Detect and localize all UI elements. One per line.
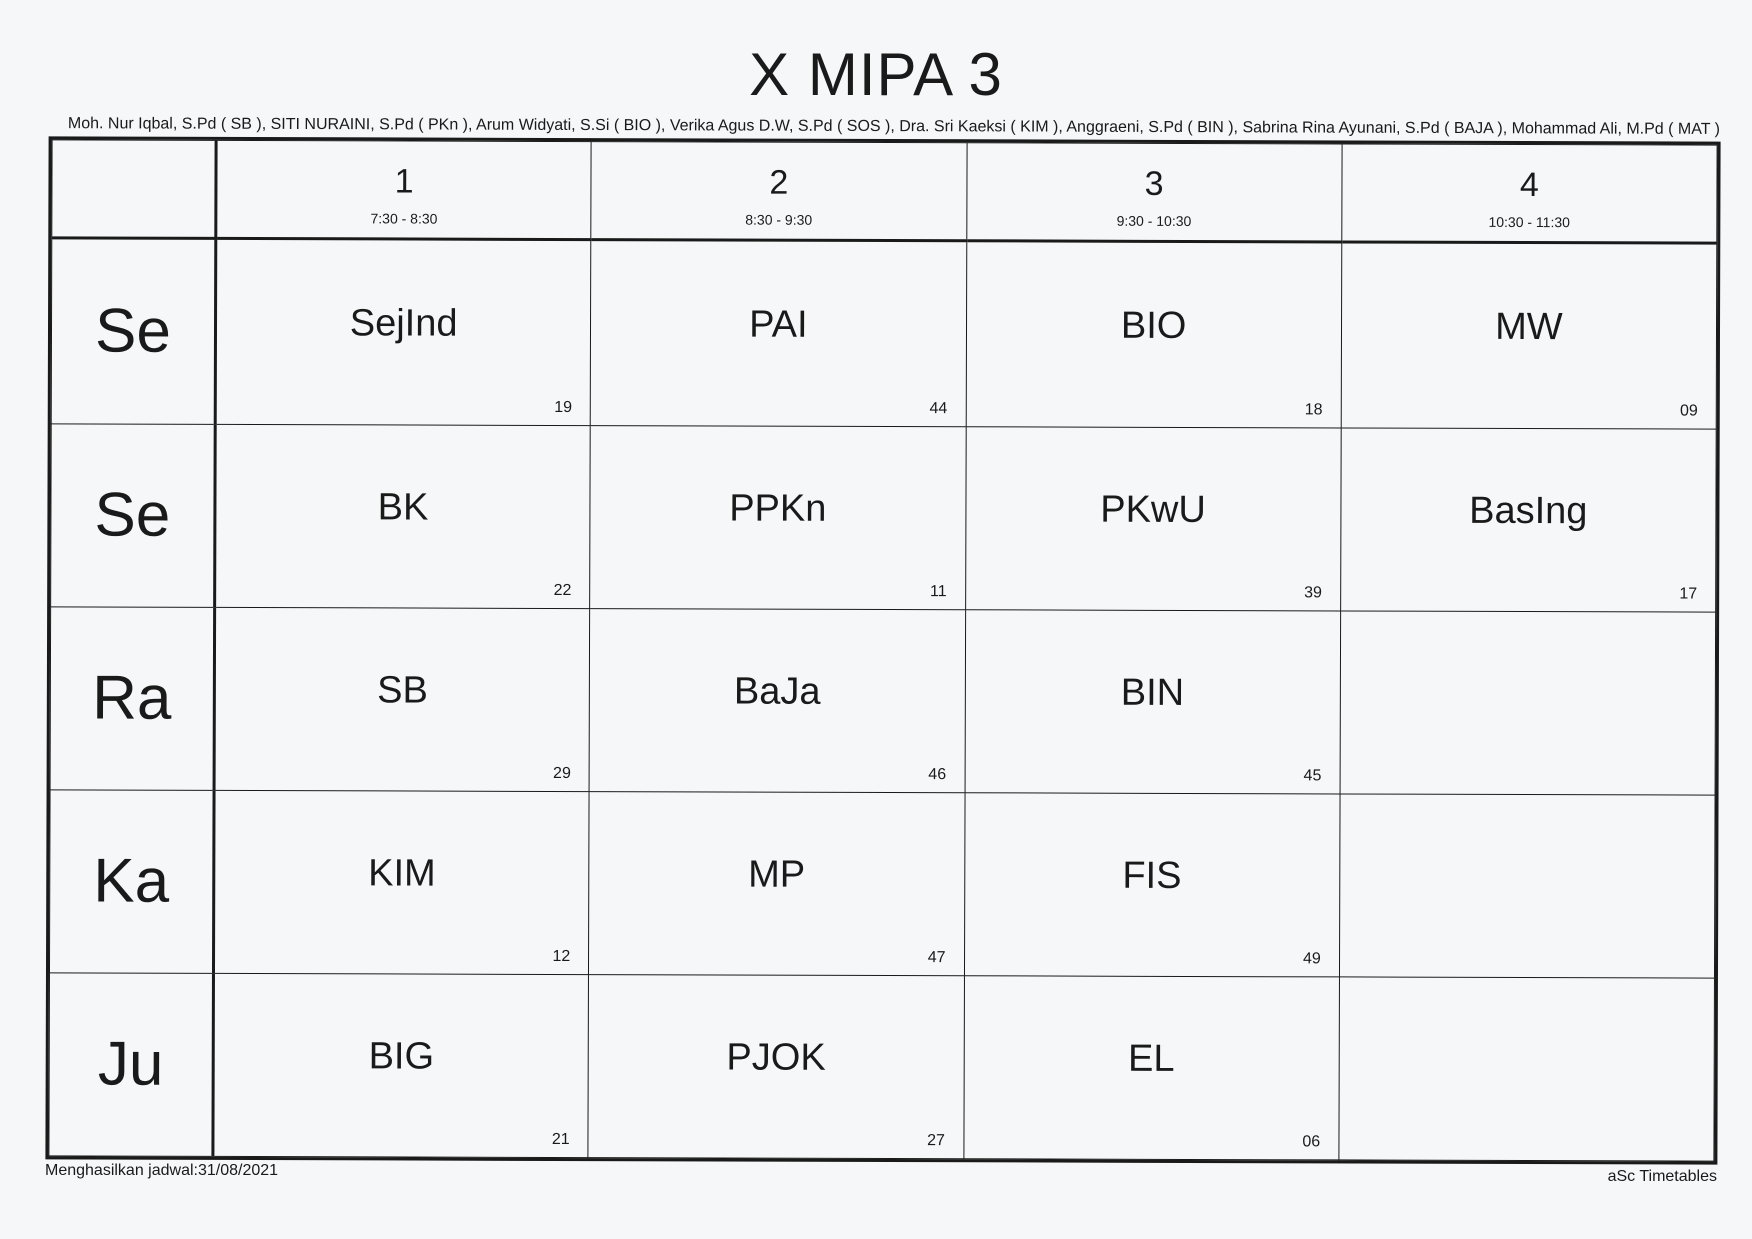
room-number: 47: [927, 949, 946, 967]
subject: BIG: [368, 1035, 435, 1078]
subject: FIS: [1122, 854, 1182, 897]
subject: BasIng: [1469, 489, 1588, 533]
day-abbr: Se: [94, 480, 171, 550]
period-number: 2: [769, 163, 789, 202]
period-number: 3: [1144, 164, 1164, 203]
timetable: [45, 136, 1720, 1164]
period-number: 4: [1519, 165, 1539, 205]
lesson-cell: [213, 973, 589, 1157]
empty-cell: [1339, 794, 1715, 978]
subject: [1341, 684, 1715, 685]
subject: [1339, 1050, 1713, 1051]
room-number: 18: [1304, 401, 1323, 419]
lesson-cell: [1341, 242, 1717, 429]
room-number: 49: [1302, 950, 1321, 968]
lesson-cell: [963, 976, 1339, 1160]
room-number: 06: [1302, 1133, 1321, 1151]
teacher-list: Moh. Nur Iqbal, S.Pd ( SB ), SITI NURAINI, S.Pd ( PKn ), Arum Widyati, S.Si ( BIO ), Verika Agus D.W, S.Pd ( SOS ), Dra. Sri Kaeksi ( KIM ), Anggraeni, S.Pd ( BIN ), Sabrina Rina Ayunani, S.Pd ( BAJA ), Mohammad Ali, M.Pd ( MAT ): [67, 115, 1721, 138]
lesson-cell: [590, 426, 966, 610]
room-number: 39: [1304, 584, 1322, 602]
period-header: [591, 142, 967, 241]
lesson-cell: [966, 241, 1342, 428]
room-number: 11: [930, 583, 947, 601]
subject: PPKn: [729, 487, 827, 530]
generated-date: Menghasilkan jadwal:31/08/2021: [45, 1162, 279, 1179]
subject: SejInd: [349, 302, 458, 345]
subject: BIO: [1120, 304, 1187, 347]
room-number: 19: [554, 398, 573, 416]
software-credit: aSc Timetables: [1607, 1168, 1717, 1185]
room-number: 12: [552, 947, 571, 965]
day-label: [51, 238, 216, 424]
period-time: 9:30 - 10:30: [1116, 212, 1192, 229]
lesson-cell: [215, 424, 591, 608]
lesson-cell: [1340, 428, 1716, 612]
day-row: [50, 607, 1716, 795]
subject: PKwU: [1100, 488, 1206, 531]
empty-cell: [1340, 611, 1716, 795]
room-number: 44: [929, 400, 948, 418]
subject: KIM: [368, 852, 436, 895]
lesson-cell: [965, 610, 1341, 794]
subject: BIN: [1120, 671, 1185, 714]
room-number: 45: [1303, 767, 1322, 785]
room-number: 22: [553, 581, 572, 599]
room-number: 29: [553, 764, 571, 782]
subject: BaJa: [733, 670, 821, 713]
subject: PJOK: [726, 1036, 826, 1079]
period-number: 1: [394, 162, 414, 201]
day-row: [49, 973, 1715, 1161]
timetable-grid: [48, 139, 1717, 1161]
day-label: [49, 973, 214, 1157]
period-time: 8:30 - 9:30: [745, 211, 813, 228]
day-row: [51, 238, 1717, 429]
subject: PAI: [749, 303, 808, 346]
day-row: [49, 790, 1715, 978]
period-time: 7:30 - 8:30: [370, 210, 438, 227]
room-number: 21: [551, 1130, 570, 1149]
subject: MP: [748, 853, 806, 896]
subject: BK: [377, 486, 429, 529]
day-abbr: Ra: [92, 663, 172, 733]
day-abbr: Se: [94, 296, 172, 366]
day-label: [51, 424, 216, 608]
lesson-cell: [965, 427, 1341, 611]
lesson-cell: [964, 793, 1340, 977]
period-header-row: [52, 140, 1717, 243]
room-number: 46: [928, 766, 947, 784]
period-header: [216, 140, 592, 239]
day-label: [49, 790, 214, 974]
page-title: X MIPA 3: [749, 41, 1003, 108]
day-abbr: Ka: [93, 846, 170, 916]
period-header: [966, 143, 1342, 242]
subject: SB: [377, 669, 428, 712]
lesson-cell: [590, 240, 966, 427]
subject: [1340, 867, 1714, 868]
subject: MW: [1495, 305, 1563, 349]
room-number: 27: [927, 1132, 945, 1150]
period-time: 10:30 - 11:30: [1488, 213, 1570, 231]
lesson-cell: [215, 238, 591, 425]
lesson-cell: [589, 609, 965, 793]
day-row: [51, 424, 1717, 612]
lesson-cell: [214, 607, 590, 791]
lesson-cell: [589, 792, 965, 976]
lesson-cell: [213, 790, 589, 974]
subject: EL: [1128, 1037, 1175, 1080]
corner-cell: [52, 140, 216, 239]
room-number: 09: [1679, 402, 1698, 420]
empty-cell: [1339, 977, 1715, 1161]
day-abbr: Ju: [97, 1029, 164, 1099]
period-header: [1342, 144, 1718, 243]
lesson-cell: [588, 975, 964, 1159]
room-number: 17: [1679, 585, 1698, 603]
day-label: [50, 607, 215, 791]
